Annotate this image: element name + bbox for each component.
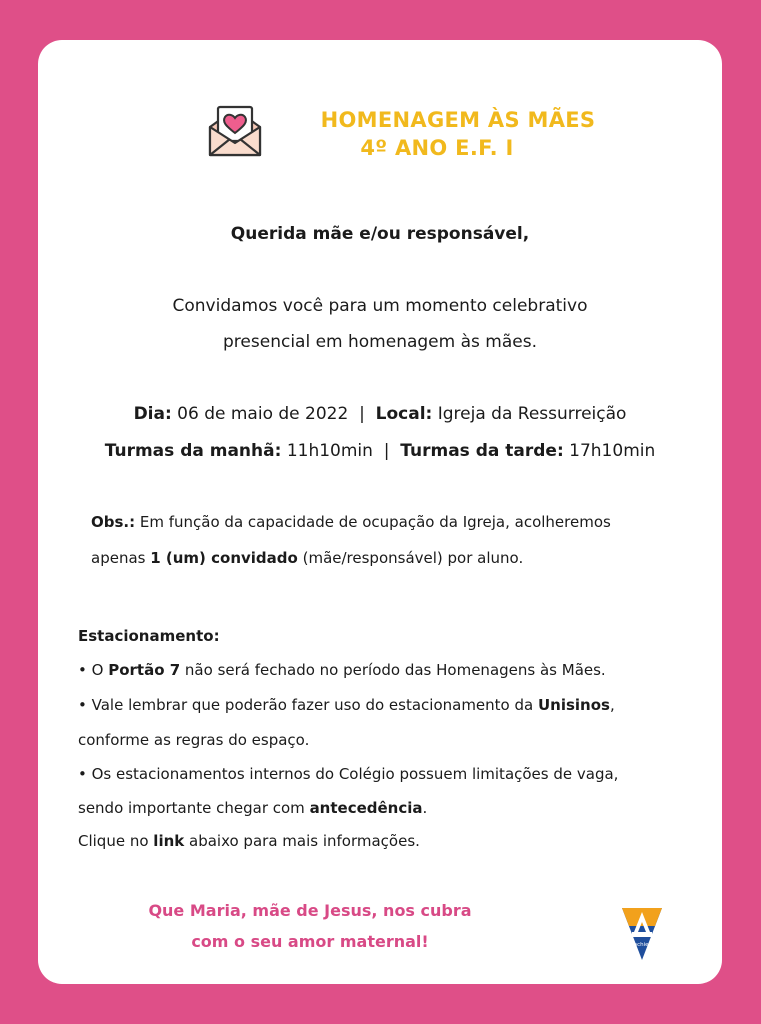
guest-limit: 1 (um) convidado (150, 549, 298, 567)
day-value: 06 de maio de 2022 (171, 404, 349, 424)
title-line-1: HOMENAGEM ÀS MÃES (320, 108, 596, 132)
morning-value: 11h10min (281, 441, 373, 461)
closing-line-2: com o seu amor maternal! (191, 932, 429, 951)
obs-line-1 (91, 513, 691, 531)
parking-text: • O (78, 661, 109, 679)
afternoon-value: 17h10min (563, 441, 656, 461)
intro-line-1: Convidamos você para um momento celebrativo (172, 296, 588, 316)
logo-text: Anchieta (629, 942, 655, 948)
place-label: Local: (375, 404, 433, 424)
title-line-2: 4º ANO E.F. I (360, 136, 514, 160)
parking-item-unisinos (78, 696, 708, 714)
afternoon-label: Turmas da tarde: (400, 441, 564, 461)
separator: | (372, 441, 401, 461)
advance-word: antecedência (309, 799, 423, 817)
separator: | (348, 404, 376, 424)
place-value: Igreja da Ressurreição (432, 404, 627, 424)
parking-text: Clique no (78, 832, 154, 850)
parking-text: . (422, 799, 428, 817)
unisinos-name: Unisinos (537, 696, 610, 714)
obs-label: Obs.: (91, 513, 136, 531)
parking-text: abaixo para mais informações. (184, 832, 420, 850)
obs-text: Em função da capacidade de ocupação da Igreja, acolheremos (135, 513, 611, 531)
day-label: Dia: (133, 404, 172, 424)
parking-text: • Vale lembrar que poderão fazer uso do estacionamento da (78, 696, 538, 714)
parking-heading: Estacionamento: (78, 627, 220, 645)
schedule-line (38, 441, 722, 461)
invitation-card (38, 40, 722, 984)
link-instruction (78, 832, 708, 850)
parking-text: sendo importante chegar com (78, 799, 310, 817)
date-location-line (38, 404, 722, 424)
greeting: Querida mãe e/ou responsável, (230, 224, 530, 244)
parking-rules-line: conforme as regras do espaço. (78, 731, 310, 749)
parking-text: não será fechado no período das Homenagens às Mães. (180, 661, 606, 679)
gate-name: Portão 7 (108, 661, 181, 679)
obs-text: apenas (91, 549, 151, 567)
closing-line-1: Que Maria, mãe de Jesus, nos cubra (148, 901, 472, 920)
intro-line-2: presencial em homenagem às mães. (223, 332, 537, 352)
link-word: link (153, 832, 185, 850)
morning-label: Turmas da manhã: (104, 441, 282, 461)
parking-text: , (609, 696, 615, 714)
parking-item-internal: • Os estacionamentos internos do Colégio possuem limitações de vaga, (78, 765, 619, 783)
school-logo-icon (620, 906, 664, 962)
parking-advice-line (78, 799, 708, 817)
obs-line-2 (91, 549, 691, 567)
obs-text: (mãe/responsável) por aluno. (297, 549, 524, 567)
parking-item-gate (78, 661, 708, 679)
